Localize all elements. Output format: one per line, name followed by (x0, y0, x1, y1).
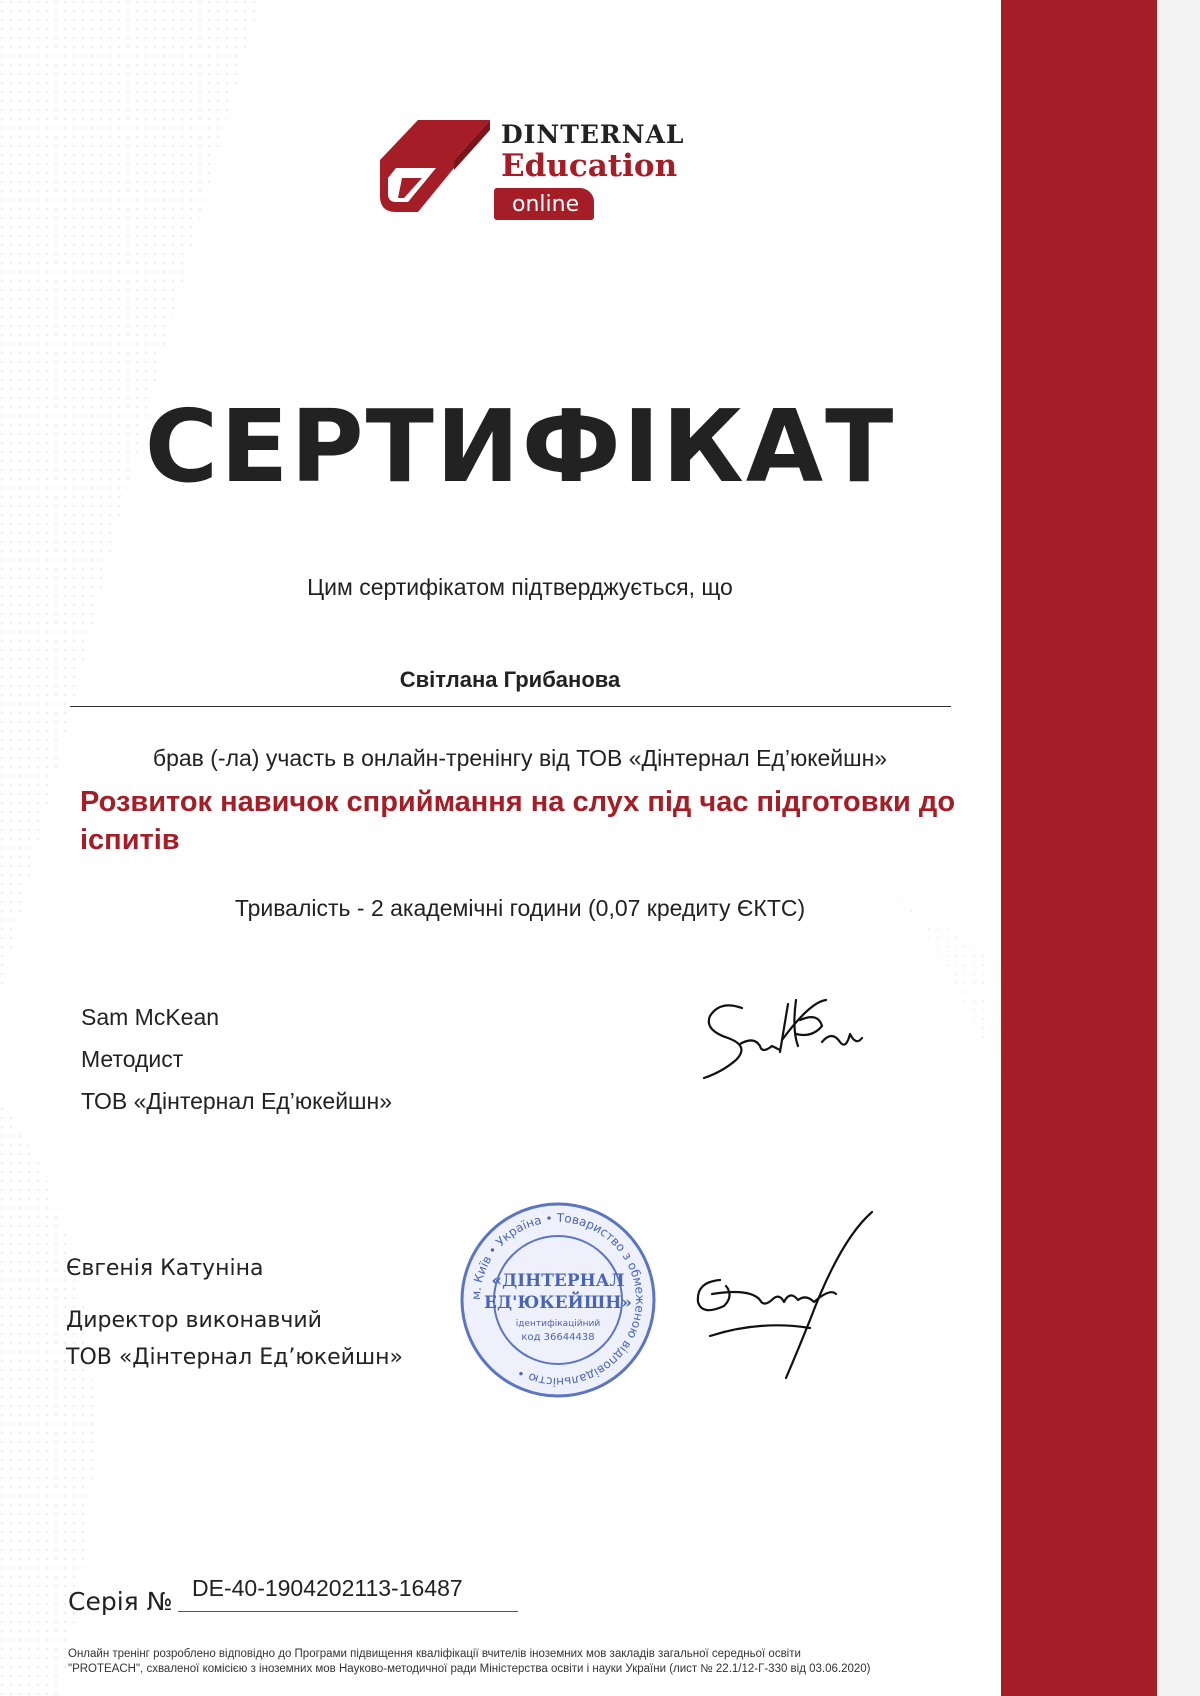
footnote-line1: Онлайн тренінг розроблено відповідно до Програми підвищення кваліфікації вчителів іноземних мов закладів загальної середньої освіти (68, 1648, 801, 1660)
book-icon (378, 118, 496, 228)
director-organization: ТОВ «Дінтернал Ед’юкейшн» (66, 1345, 403, 1370)
stamp-center-line2: ЕД'ЮКЕЙШН» (484, 1293, 632, 1313)
stamp-center-line1: «ДІНТЕРНАЛ (491, 1271, 625, 1291)
signature-mckean (700, 990, 870, 1080)
signatory-name: Sam McKean (81, 1004, 220, 1030)
logo-text-dinternal: DINTERNAL (501, 120, 685, 149)
participation-text: брав (-ла) участь в онлайн-тренінгу від ТОВ «Дінтернал Ед’юкейшн» (152, 745, 888, 771)
stamp-id-label: ідентифікаційний (515, 1319, 601, 1329)
certificate-title: СЕРТИФІКАТ (144, 388, 896, 505)
logo-text-education: Education (501, 148, 678, 184)
director-name: Євгенія Катуніна (66, 1256, 264, 1281)
signatory-position: Методист (81, 1046, 184, 1072)
signature-katunina (690, 1210, 880, 1380)
serial-label: Серія № (68, 1587, 173, 1616)
serial-number: DE-40-1904202113-16487 (192, 1575, 463, 1601)
logo (378, 118, 685, 228)
director-position: Директор виконавчий (66, 1308, 322, 1333)
stamp-ring-text: м. Київ • Україна • Товариство з обмеженою відповідальністю • (468, 1210, 648, 1390)
duration-text: Тривалість - 2 академічні години (0,07 кредиту ЄКТС) (234, 895, 806, 921)
side-band-edge (1157, 0, 1200, 1696)
footnote-line2: "PROTEACH", схваленої комісією з іноземних мов Науково-методичної ради Міністерства освіти і науки України (лист № 22.1/12-Г-330 від 03.06.2020) (68, 1663, 871, 1675)
stamp-id-code: код 36644438 (521, 1332, 595, 1343)
signatory-organization: ТОВ «Дінтернал Ед’юкейшн» (81, 1088, 393, 1114)
signatory-methodist (81, 996, 392, 1122)
signatory-director (66, 1250, 403, 1376)
logo-badge-text: online (512, 192, 580, 217)
red-side-band (1001, 0, 1157, 1696)
course-title: Розвиток навичок сприймання на слух під час підготовки до іспитів (80, 786, 956, 856)
logo-badge (494, 188, 594, 220)
company-stamp (458, 1200, 658, 1400)
recipient-name: Світлана Грибанова (399, 667, 621, 692)
serial-underline (178, 1611, 518, 1612)
recipient-underline (70, 706, 951, 707)
footnote (68, 1647, 968, 1677)
confirmation-text: Цим сертифікатом підтверджується, що (307, 574, 733, 600)
